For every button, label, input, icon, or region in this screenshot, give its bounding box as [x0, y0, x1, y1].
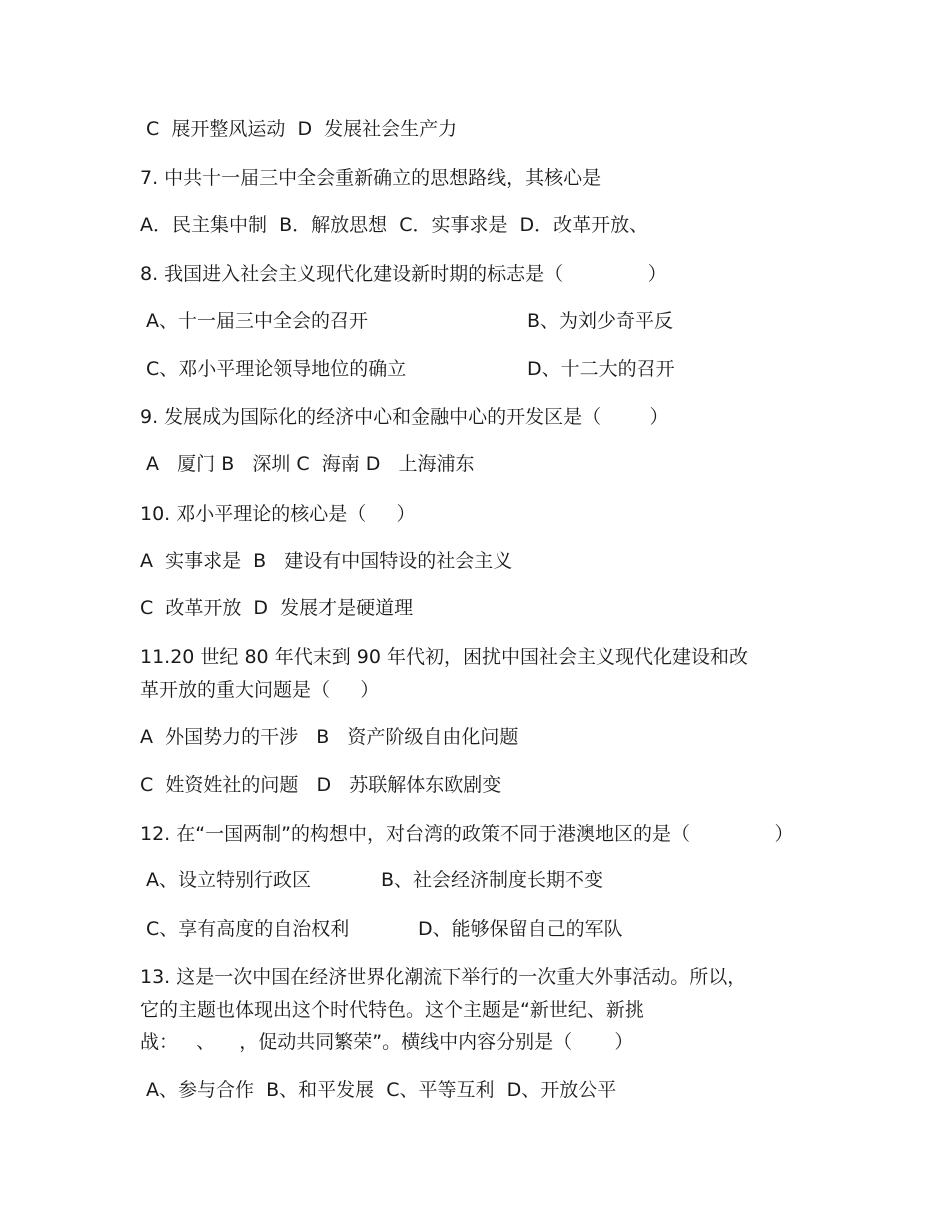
q7-stem: 7. 中共十一届三中全会重新确立的思想路线，其核心是	[140, 167, 602, 189]
q13-options: A、参与合作 B、和平发展 C、平等互利 D、开放公平	[140, 1079, 617, 1101]
q13-stem-line3: 战： 、 ，促动共同繁荣”。横线中内容分别是（ ）	[140, 1031, 634, 1053]
q6-options-cd: C 展开整风运动 D 发展社会生产力	[140, 118, 458, 140]
q12-option-a: A、设立特别行政区	[140, 869, 312, 891]
q12-stem: 12. 在“一国两制”的构想中，对台湾的政策不同于港澳地区的是（ ）	[140, 823, 794, 845]
q8-stem: 8. 我国进入社会主义现代化建设新时期的标志是（ ）	[140, 263, 667, 285]
q9-options: A 厦门 B 深圳 C 海南 D 上海浦东	[140, 453, 475, 475]
q11-options-ab: A 外国势力的干涉 B 资产阶级自由化问题	[140, 726, 519, 748]
q13-stem-line1: 13. 这是一次中国在经济世界化潮流下举行的一次重大外事活动。所以，	[140, 966, 747, 988]
q11-stem-line2: 革开放的重大问题是（ ）	[140, 679, 380, 701]
q9-stem: 9. 发展成为国际化的经济中心和金融中心的开发区是（ ）	[140, 406, 669, 428]
q11-stem-line1: 11.20 世纪 80 年代末到 90 年代初，困扰中国社会主义现代化建设和改	[140, 646, 748, 668]
q12-option-c: C、享有高度的自治权利	[140, 918, 350, 940]
q12-option-b: B、社会经济制度长期不变	[381, 869, 604, 891]
q11-options-cd: C 姓资姓社的问题 D 苏联解体东欧剧变	[140, 774, 502, 796]
q13-stem-line2: 它的主题也体现出这个时代特色。这个主题是“新世纪、新挑	[140, 999, 644, 1021]
q12-option-d: D、能够保留自己的军队	[418, 918, 623, 940]
q8-option-c: C、邓小平理论领导地位的确立	[140, 358, 407, 380]
q8-option-a: A、十一届三中全会的召开	[140, 310, 369, 332]
q10-stem: 10. 邓小平理论的核心是（ ）	[140, 503, 416, 525]
q8-option-d: D、十二大的召开	[527, 358, 675, 380]
q7-options: A．民主集中制 B．解放思想 C．实事求是 D．改革开放、	[140, 214, 649, 236]
q10-options-ab: A 实事求是 B 建设有中国特设的社会主义	[140, 550, 513, 572]
q8-option-b: B、为刘少奇平反	[527, 310, 674, 332]
q10-options-cd: C 改革开放 D 发展才是硬道理	[140, 597, 414, 619]
